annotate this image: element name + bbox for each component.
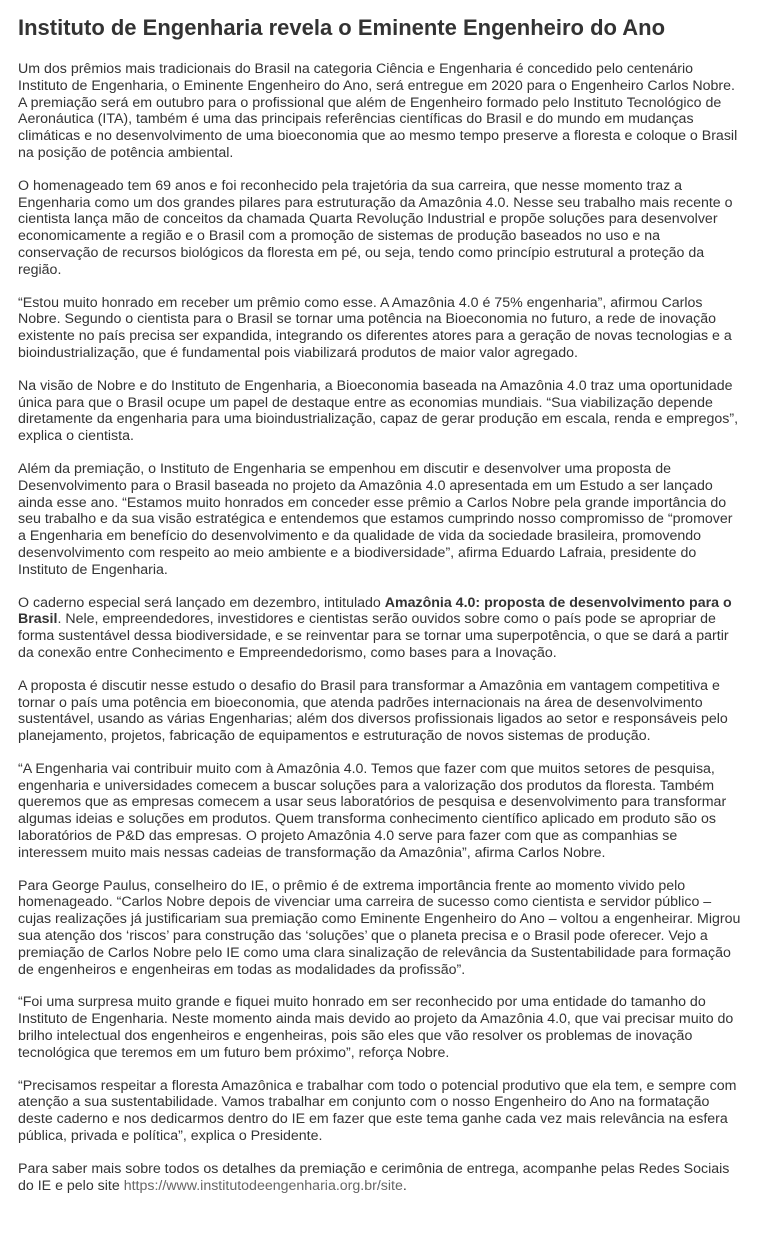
article-paragraph: Um dos prêmios mais tradicionais do Brasil na categoria Ciência e Engenharia é concedido pelo centenário Instituto de Engenharia, o Eminente Engenheiro do Ano, será entregue em 2020 para o Engenheiro Carlos Nobre. A premiação será em outubro para o profissional que além de Engenheiro formado pelo Instituto Tecnológico de Aeronáutica (ITA), também é uma das principais referências científicas do Brasil e do mundo em mudanças climáticas e no desenvolvimento de uma bioeconomia que ao mesmo tempo preserve a floresta e coloque o Brasil na posição de potência ambiental. [18,61,738,161]
article-paragraph: O homenageado tem 69 anos e foi reconhecido pela trajetória da sua carreira, que nesse momento traz a Engenharia como um dos grandes pilares para estruturação da Amazônia 4.0. Nesse seu trabalho mais recente o cientista lança mão de conceitos da chamada Quarta Revolução Industrial e propõe soluções para desenvolver economicamente a região e o Brasil com a promoção de sistemas de produção baseados no uso e na conservação de recursos biológicos da floresta em pé, ou seja, tendo como princípio estrutural a proteção da região. [18,177,733,278]
article-paragraph: Para George Paulus, conselheiro do IE, o prêmio é de extrema importância frente ao momento vivido pelo homenageado. “Carlos Nobre depois de vivenciar uma carreira de sucesso como cientista e servidor público – cujas realizações já justificariam sua premiação como Eminente Engenheiro do Ano – voltou a engenheirar. Migrou sua atenção dos ‘riscos’ para construção das ‘soluções’ que o planeta precisa e o Brasil pode oferecer. Vejo a premiação de Carlos Nobre pelo IE como uma clara sinalização de relevância da Sustentabilidade para formação de engenheiros e engenheiras em todas as modalidades da profissão”. [18,877,741,978]
article-title: Instituto de Engenharia revela o Eminente Engenheiro do Ano [18,15,666,40]
closing-paragraph [18,1161,741,1195]
paragraph-text: Para saber mais sobre todos os detalhes da premiação e cerimônia de entrega, acompanhe pelas Redes Sociais do IE e pelo site [18,1160,730,1194]
report-title-bold: Amazônia 4.0: proposta de desenvolvimento para o Brasil [18,594,732,628]
paragraph-text: O caderno especial será lançado em dezembro, intitulado [18,594,385,611]
paragraph-text: . [402,1177,407,1194]
article-paragraph: A proposta é discutir nesse estudo o desafio do Brasil para transformar a Amazônia em vantagem competitiva e tornar o país uma potência em bioeconomia, que atenda padrões internacionais na área de desenvolvimento sustentável, usando as várias Engenharias; além dos diversos profissionais ligados ao setor e responsáveis pelo planejamento, projetos, fabricação de equipamentos e estruturação de novos sistemas de produção. [18,677,728,745]
article-paragraph: Na visão de Nobre e do Instituto de Engenharia, a Bioeconomia baseada na Amazônia 4.0 traz uma oportunidade única para que o Brasil ocupe um papel de destaque entre as economias mundiais. “Sua viabilização depende diretamente da engenharia para uma bioindustrialização, capaz de gerar produção em escala, renda e empregos”, explica o cientista. [18,377,739,445]
article-paragraph: “A Engenharia vai contribuir muito com à Amazônia 4.0. Temos que fazer com que muitos setores de pesquisa, engenharia e universidades comecem a buscar soluções para a valorização dos produtos da floresta. Também queremos que as empresas comecem a usar seus laboratórios de pesquisa e desenvolvimento para transformar algumas ideias e soluções em produtos. Quem transforma conhecimento científico aplicado em produto são os laboratórios de P&D das empresas. O projeto Amazônia 4.0 serve para fazer com que as companhias se interessem muito mais nessas cadeias de transformação da Amazônia”, afirma Carlos Nobre. [18,760,727,861]
article-paragraph [18,595,741,662]
article-paragraph: “Estou muito honrado em receber um prêmio como esse. A Amazônia 4.0 é 75% engenharia”, afirmou Carlos Nobre. Segundo o cientista para o Brasil se tornar uma potência na Bioeconomia no futuro, a rede de inovação existente no país precisa ser expandida, integrando os diferentes atores para a geração de novas tecnologias e a bioindustrialização, que é fundamental pois viabilizará produtos de maior valor agregado. [18,294,732,361]
paragraph-text: . Nele, empreendedores, investidores e cientistas serão ouvidos sobre como o país pode se apropriar de forma sustentável dessa biodiversidade, e se reinventar para se tornar uma superpotência, o que se dará a partir da conexão entre Conhecimento e Empreendedorismo, como bases para a Inovação. [18,611,729,661]
article-paragraph: “Foi uma surpresa muito grande e fiquei muito honrado em ser reconhecido por uma entidade do tamanho do Instituto de Engenharia. Neste momento ainda mais devido ao projeto da Amazônia 4.0, que vai precisar muito do brilho intelectual dos engenheiros e engenheiras, pois são eles que vão resolver os problemas de inovação tecnológica que teremos em um futuro bem próximo”, reforça Nobre. [18,994,734,1061]
website-link[interactable]: https://www.institutodeengenharia.org.br/site [123,1177,403,1194]
article-paragraph: “Precisamos respeitar a floresta Amazônica e trabalhar com todo o potencial produtivo que ela tem, e sempre com atenção a sua sustentabilidade. Vamos trabalhar em conjunto com o nosso Engenheiro do Ano na formatação deste caderno e nos dedicarmos dentro do IE em fazer que este tema ganhe cada vez mais relevância na esfera pública, privada e política”, explica o Presidente. [18,1077,737,1145]
article-paragraph: Além da premiação, o Instituto de Engenharia se empenhou em discutir e desenvolver uma proposta de Desenvolvimento para o Brasil baseada no projeto da Amazônia 4.0 apresentada em um Estudo a ser lançado ainda esse ano. “Estamos muito honrados em conceder esse prêmio a Carlos Nobre pela grande importância do seu trabalho e da sua visão estratégica e entendemos que estamos cumprindo nosso compromisso de “promover a Engenharia em benefício do desenvolvimento e da qualidade de vida da sociedade brasileira, promovendo desenvolvimento com respeito ao meio ambiente e a biodiversidade”, afirma Eduardo Lafraia, presidente do Instituto de Engenharia. [18,460,733,578]
